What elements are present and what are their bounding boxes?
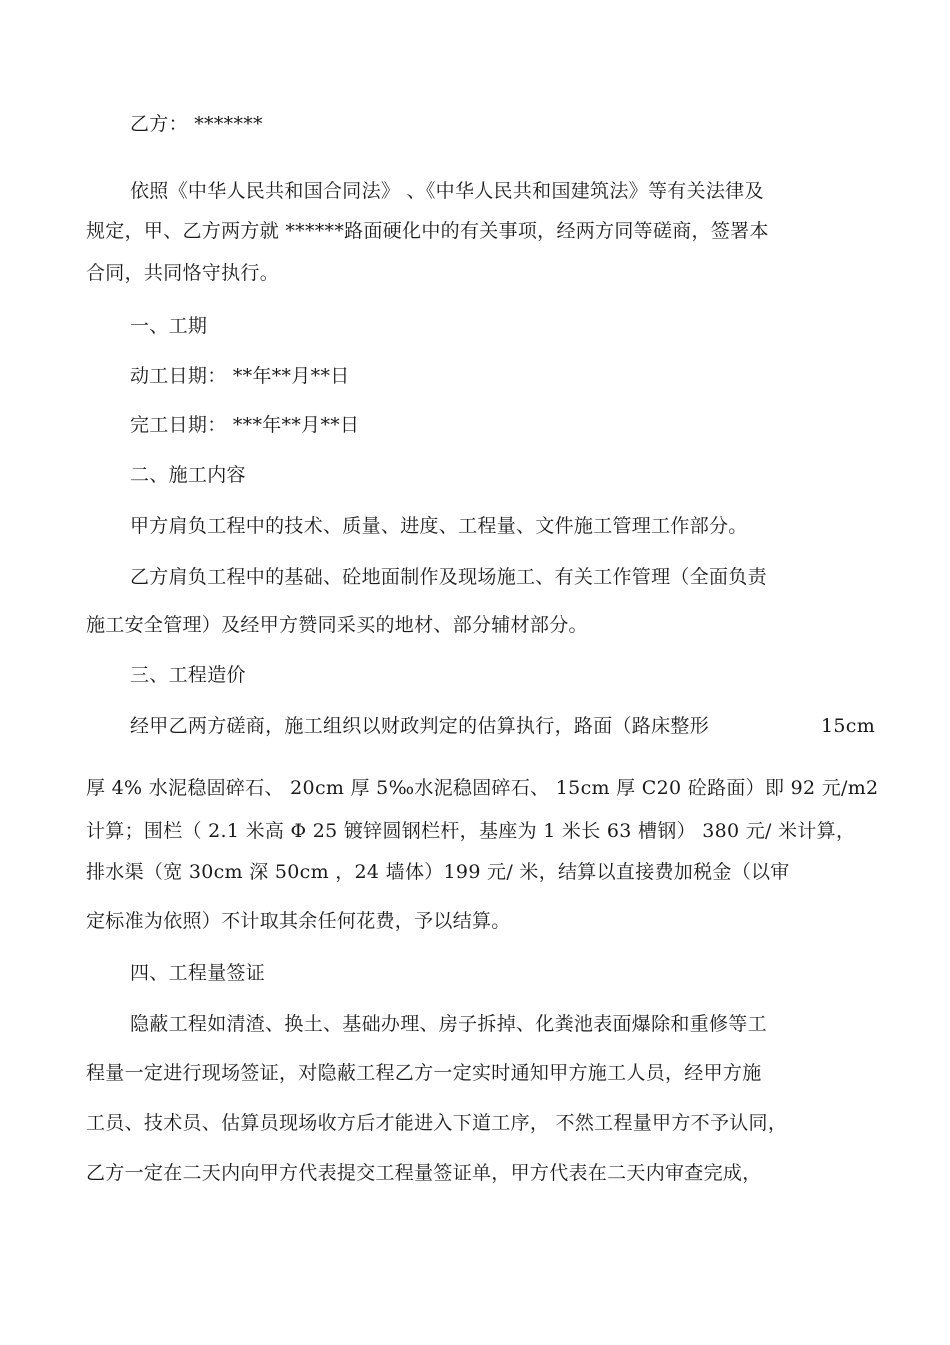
section-2-heading: 二、施工内容 xyxy=(130,464,246,486)
intro-paragraph-line-2: 规定，甲、乙方两方就 ******路面硬化中的有关事项，经两方同等磋商，签署本 xyxy=(86,220,769,242)
party-b-line: 乙方： ******* xyxy=(130,113,263,135)
cost-paragraph-line-3: 计算；围栏（ 2.1 米高 Φ 25 镀锌圆钢栏杆，基座为 1 米长 63 槽钢） 380 元/ 米计算， xyxy=(86,820,856,842)
start-date-line: 动工日期： **年**月**日 xyxy=(130,365,350,387)
section-1-heading: 一、工期 xyxy=(130,315,208,337)
intro-paragraph-line-3: 合同，共同恪守执行。 xyxy=(86,262,280,284)
quantity-paragraph-line-3: 工员、技术员、估算员现场收方后才能进入下道工序， 不然工程量甲方不予认同， xyxy=(86,1112,788,1134)
quantity-paragraph-line-1: 隐蔽工程如清渣、换土、基础办理、房子拆掉、化粪池表面爆除和重修等工 xyxy=(130,1013,767,1035)
party-a-duty-line: 甲方肩负工程中的技术、质量、进度、工程量、文件施工管理工作部分。 xyxy=(130,515,748,537)
end-date-line: 完工日期： ***年**月**日 xyxy=(130,414,360,436)
cost-paragraph-line-1-tail: 15cm xyxy=(821,715,876,737)
cost-paragraph-line-5: 定标准为依照）不计取其余任何花费，予以结算。 xyxy=(86,910,511,932)
cost-paragraph-line-1: 经甲乙两方磋商，施工组织以财政判定的估算执行，路面（路床整形 xyxy=(130,715,710,737)
cost-paragraph-line-4: 排水渠（宽 30cm 深 50cm ，24 墙体）199 元/ 米，结算以直接费加税金（以审 xyxy=(86,861,790,883)
intro-paragraph-line-1: 依照《中华人民共和国合同法》 、《中华人民共和国建筑法》等有关法律及 xyxy=(130,180,764,202)
cost-paragraph-line-2: 厚 4% 水泥稳固碎石、 20cm 厚 5‰水泥稳固碎石、 15cm 厚 C20 砼路面）即 92 元/m2 xyxy=(86,777,879,799)
section-4-heading: 四、工程量签证 xyxy=(130,962,266,984)
quantity-paragraph-line-2: 程量一定进行现场签证，对隐蔽工程乙方一定实时通知甲方施工人员，经甲方施 xyxy=(86,1062,762,1084)
quantity-paragraph-line-4: 乙方一定在二天内向甲方代表提交工程量签证单，甲方代表在二天内审查完成， xyxy=(86,1162,762,1184)
party-b-duty-line-2: 施工安全管理）及经甲方赞同采买的地材、部分辅材部分。 xyxy=(86,614,588,636)
party-b-duty-line-1: 乙方肩负工程中的基础、砼地面制作及现场施工、有关工作管理（全面负责 xyxy=(130,566,767,588)
section-3-heading: 三、工程造价 xyxy=(130,664,246,686)
